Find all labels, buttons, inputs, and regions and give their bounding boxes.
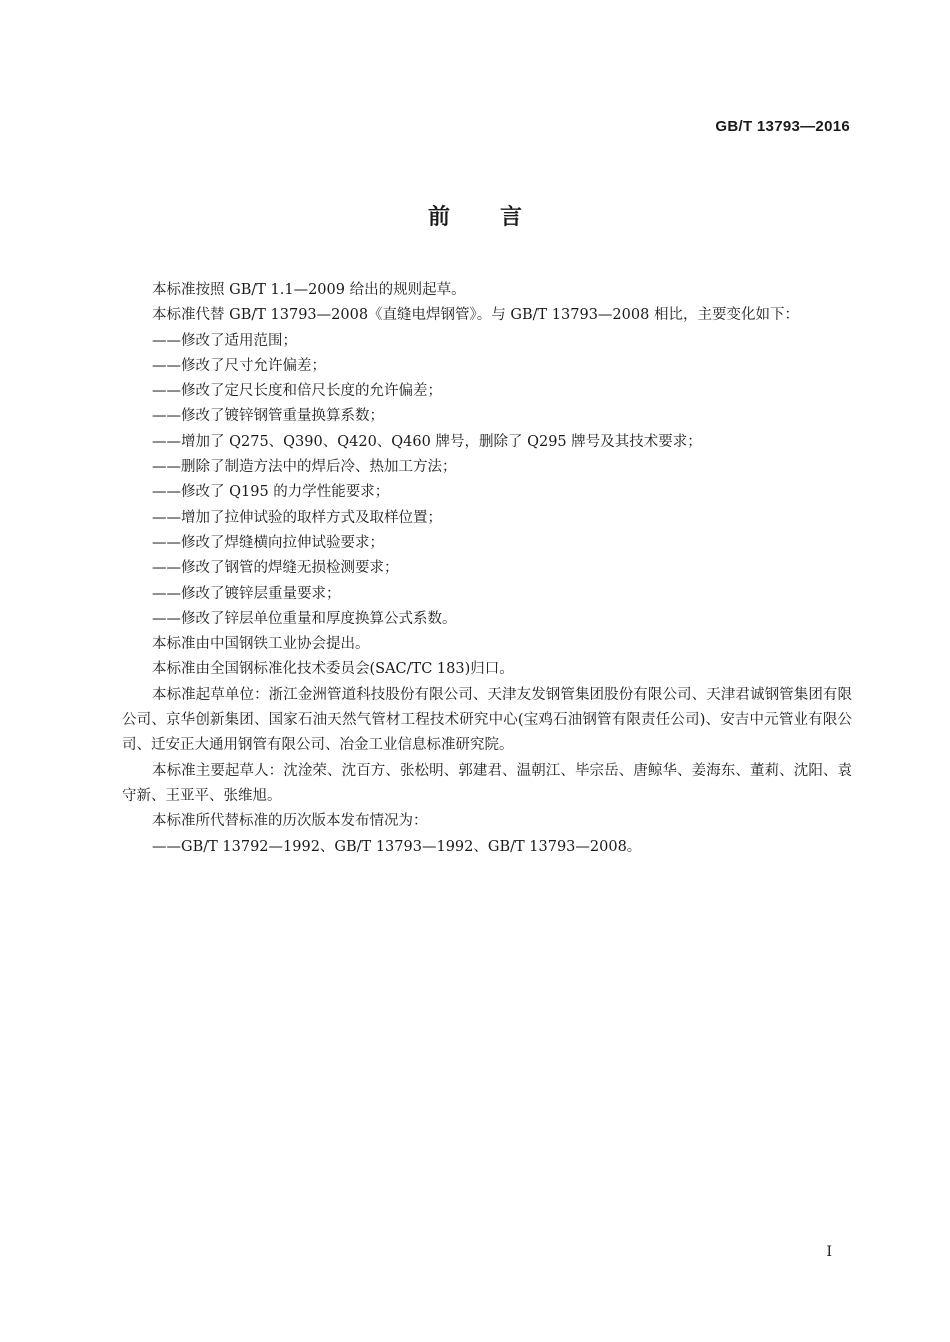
change-item: ——增加了 Q275、Q390、Q420、Q460 牌号，删除了 Q295 牌号及其技术要求； [152,433,702,450]
history-item: ——GB/T 13792—1992、GB/T 13793—1992、GB/T 13793—2008。 [152,838,642,855]
paragraph-replacement: 本标准代替 GB/T 13793—2008《直缝电焊钢管》。与 GB/T 13793—2008 相比，主要变化如下： [152,307,799,324]
foreword-body [122,278,852,860]
change-item: ——修改了 Q195 的力学性能要求； [152,484,390,501]
change-item: ——修改了钢管的焊缝无损检测要求； [152,560,399,577]
standard-code: GB/T 13793—2016 [715,118,850,135]
paragraph-history-intro: 本标准所代替标准的历次版本发布情况为： [152,813,428,830]
change-item: ——增加了拉伸试验的取样方式及取样位置； [152,509,442,526]
title-char-2: 言 [500,205,523,230]
change-item: ——删除了制造方法中的焊后冷、热加工方法； [152,459,457,476]
change-item: ——修改了定尺长度和倍尺长度的允许偏差； [152,383,442,400]
title-char-1: 前 [427,205,450,230]
page-title [0,200,950,231]
paragraph-drafting-rules: 本标准按照 GB/T 1.1—2009 给出的规则起草。 [152,282,466,298]
paragraph-proposer: 本标准由中国钢铁工业协会提出。 [152,636,370,653]
paragraph-drafters: 本标准主要起草人：沈淦荣、沈百方、张松明、郭建君、温朝江、毕宗岳、唐鲸华、姜海东、董莉、沈阳、袁守新、王亚平、张维旭。 [122,762,852,804]
change-item: ——修改了锌层单位重量和厚度换算公式系数。 [152,610,457,627]
change-item: ——修改了尺寸允许偏差； [152,357,326,374]
change-item: ——修改了镀锌钢管重量换算系数； [152,408,384,425]
change-item: ——修改了适用范围； [152,332,297,349]
paragraph-drafting-units: 本标准起草单位：浙江金洲管道科技股份有限公司、天津友发钢管集团股份有限公司、天津君诚钢管集团有限公司、京华创新集团、国家石油天然气管材工程技术研究中心(宝鸡石油钢管有限责任公司)、安吉中元管业有限公司、迁安正大通用钢管有限公司、冶金工业信息标准研究院。 [122,686,852,754]
page-number: I [826,1244,832,1260]
change-item: ——修改了镀锌层重量要求； [152,585,341,602]
change-item: ——修改了焊缝横向拉伸试验要求； [152,534,384,551]
paragraph-administrator: 本标准由全国钢标准化技术委员会(SAC/TC 183)归口。 [152,661,514,678]
